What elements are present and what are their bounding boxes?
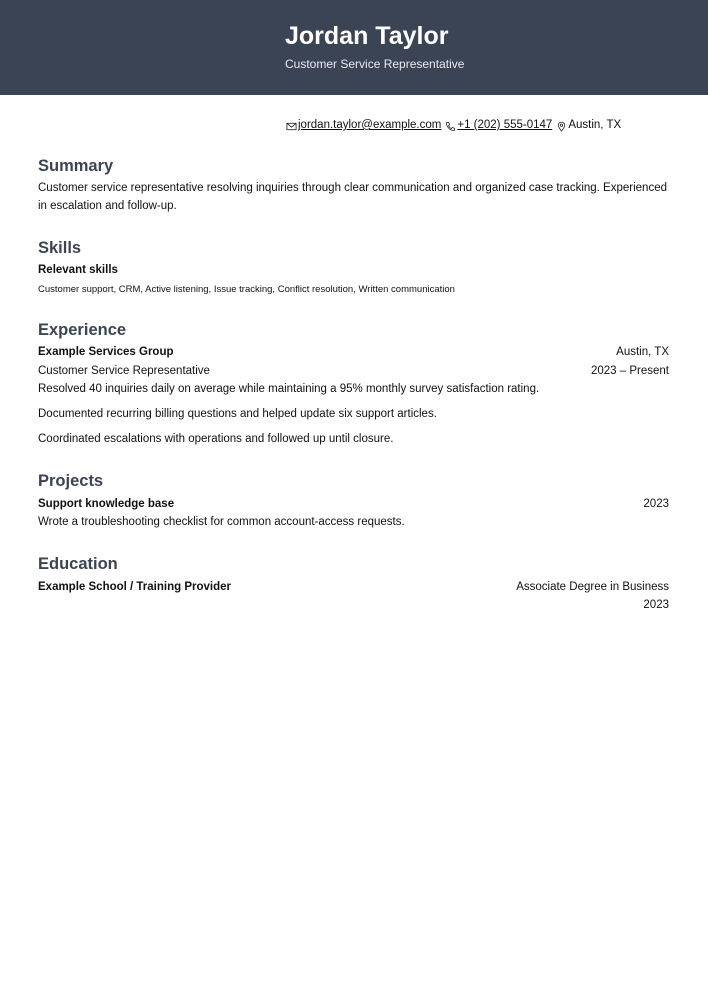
education-year: 2023 xyxy=(643,599,669,611)
education-school: Example School / Training Provider xyxy=(38,581,231,593)
projects-heading: Projects xyxy=(38,472,104,490)
education-heading: Education xyxy=(38,555,118,573)
envelope-icon xyxy=(286,121,297,132)
education-degree: Associate Degree in Business xyxy=(516,581,669,593)
project-name: Support knowledge base xyxy=(38,498,175,510)
contact-phone xyxy=(445,117,552,133)
experience-role: Customer Service Representative xyxy=(38,365,210,377)
contact-location xyxy=(556,117,621,133)
candidate-title: Customer Service Representative xyxy=(285,57,465,71)
phone-icon xyxy=(445,121,456,132)
location-pin-icon xyxy=(556,121,567,132)
email-link[interactable]: jordan.taylor@example.com xyxy=(298,119,442,131)
experience-bullet: Documented recurring billing questions and helped update six support articles. xyxy=(38,408,437,420)
summary-heading: Summary xyxy=(38,157,114,175)
experience-dates: 2023 – Present xyxy=(590,365,669,377)
phone-link[interactable]: +1 (202) 555-0147 xyxy=(457,119,553,131)
location-text: Austin, TX xyxy=(568,119,622,131)
skills-label: Relevant skills xyxy=(38,264,118,276)
skills-list: Customer support, CRM, Active listening, Issue tracking, Conflict resolution, Written communication xyxy=(38,284,455,295)
skills-heading: Skills xyxy=(38,239,82,257)
experience-location: Austin, TX xyxy=(616,346,669,358)
candidate-name: Jordan Taylor xyxy=(285,22,449,50)
resume-header xyxy=(0,0,708,95)
contact-row xyxy=(286,116,625,134)
experience-company: Example Services Group xyxy=(38,346,174,358)
experience-bullet: Resolved 40 inquiries daily on average while maintaining a 95% monthly survey satisfaction rating. xyxy=(38,383,540,395)
project-year: 2023 xyxy=(643,498,669,510)
experience-bullet: Coordinated escalations with operations and followed up until closure. xyxy=(38,433,394,445)
project-description: Wrote a troubleshooting checklist for common account-access requests. xyxy=(38,516,405,528)
experience-heading: Experience xyxy=(38,321,127,339)
contact-email xyxy=(286,117,441,133)
summary-text: Customer service representative resolving inquiries through clear communication and organized case tracking. Experienced in escalation and follow-up. xyxy=(38,182,667,212)
